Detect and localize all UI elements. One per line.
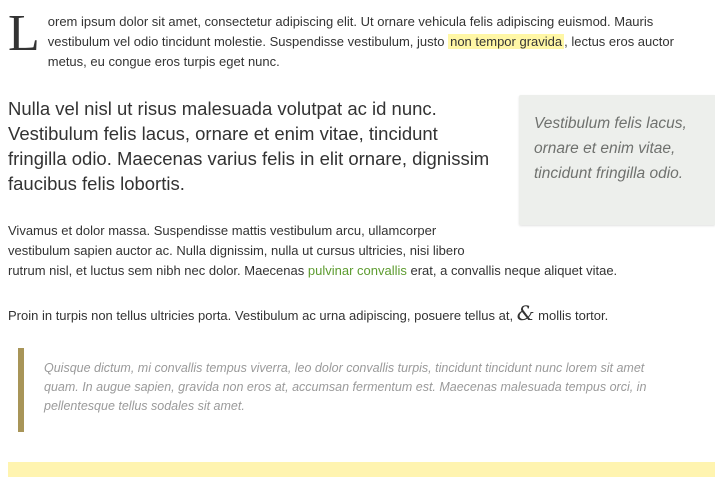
article-page [8,0,715,325]
pull-quote-text: Vestibulum felis lacus, ornare et enim vitae, tincidunt fringilla odio. [534,115,687,182]
pulvinar-convallis-link[interactable]: pulvinar convallis [307,263,407,278]
body-text-before-link: rutrum nisl, et luctus sem nibh nec dolor. Maecenas [8,263,308,278]
ampersand-text-end: mollis tortor. [534,308,609,323]
intro-text-end: , lectus eros auctor metus, eu congue eros turpis eget nunc. [47,34,674,69]
lead-paragraph [8,96,498,196]
highlighted-text: non tempor gravida [450,34,563,49]
body-line-1: Vivamus et dolor massa. Suspendisse mattis vestibulum arcu, ullamcorper [8,223,437,238]
body-line-2: vestibulum sapien auctor ac. Nulla dignissim, nulla ut cursus ultricies, nisi libero [8,243,465,258]
body-paragraph [8,221,715,281]
pull-quote [519,95,715,225]
lead-text: Nulla vel nisl ut risus malesuada volutpat ac id nunc. Vestibulum felis lacus, ornare et enim vitae, tincidunt fringilla odio. Maecenas varius felis in elit ornare, dignissim faucibus felis lobortis. [8,98,490,194]
drop-cap: L [8,5,40,62]
body-text-after-link: erat, a convallis neque aliquet vitae. [406,263,618,278]
decorative-ampersand: & [516,301,535,325]
block-quote [18,348,678,432]
intro-text-start: orem ipsum dolor sit amet, consectetur adipiscing elit. Ut ornare vehicula felis adipiscing euismod. Mauris vestibulum vel odio tincidunt molestie. Suspendisse vestibulum, justo [47,14,654,49]
block-quote-text: Quisque dictum, mi convallis tempus viverra, leo dolor convallis turpis, tincidunt tincidunt nunc lorem sit amet quam. In augue sapien, gravida non eros at, accumsan fermentum est. Maecenas malesuada tempus orci, in pellentesque tellus sodales sit amet. [44,361,647,413]
ampersand-paragraph [8,301,715,326]
highlight-bar [8,462,715,477]
ampersand-text-start: Proin in turpis non tellus ultricies porta. Vestibulum ac urna adipiscing, posuere tellus at, [8,308,517,323]
intro-paragraph [8,0,715,72]
